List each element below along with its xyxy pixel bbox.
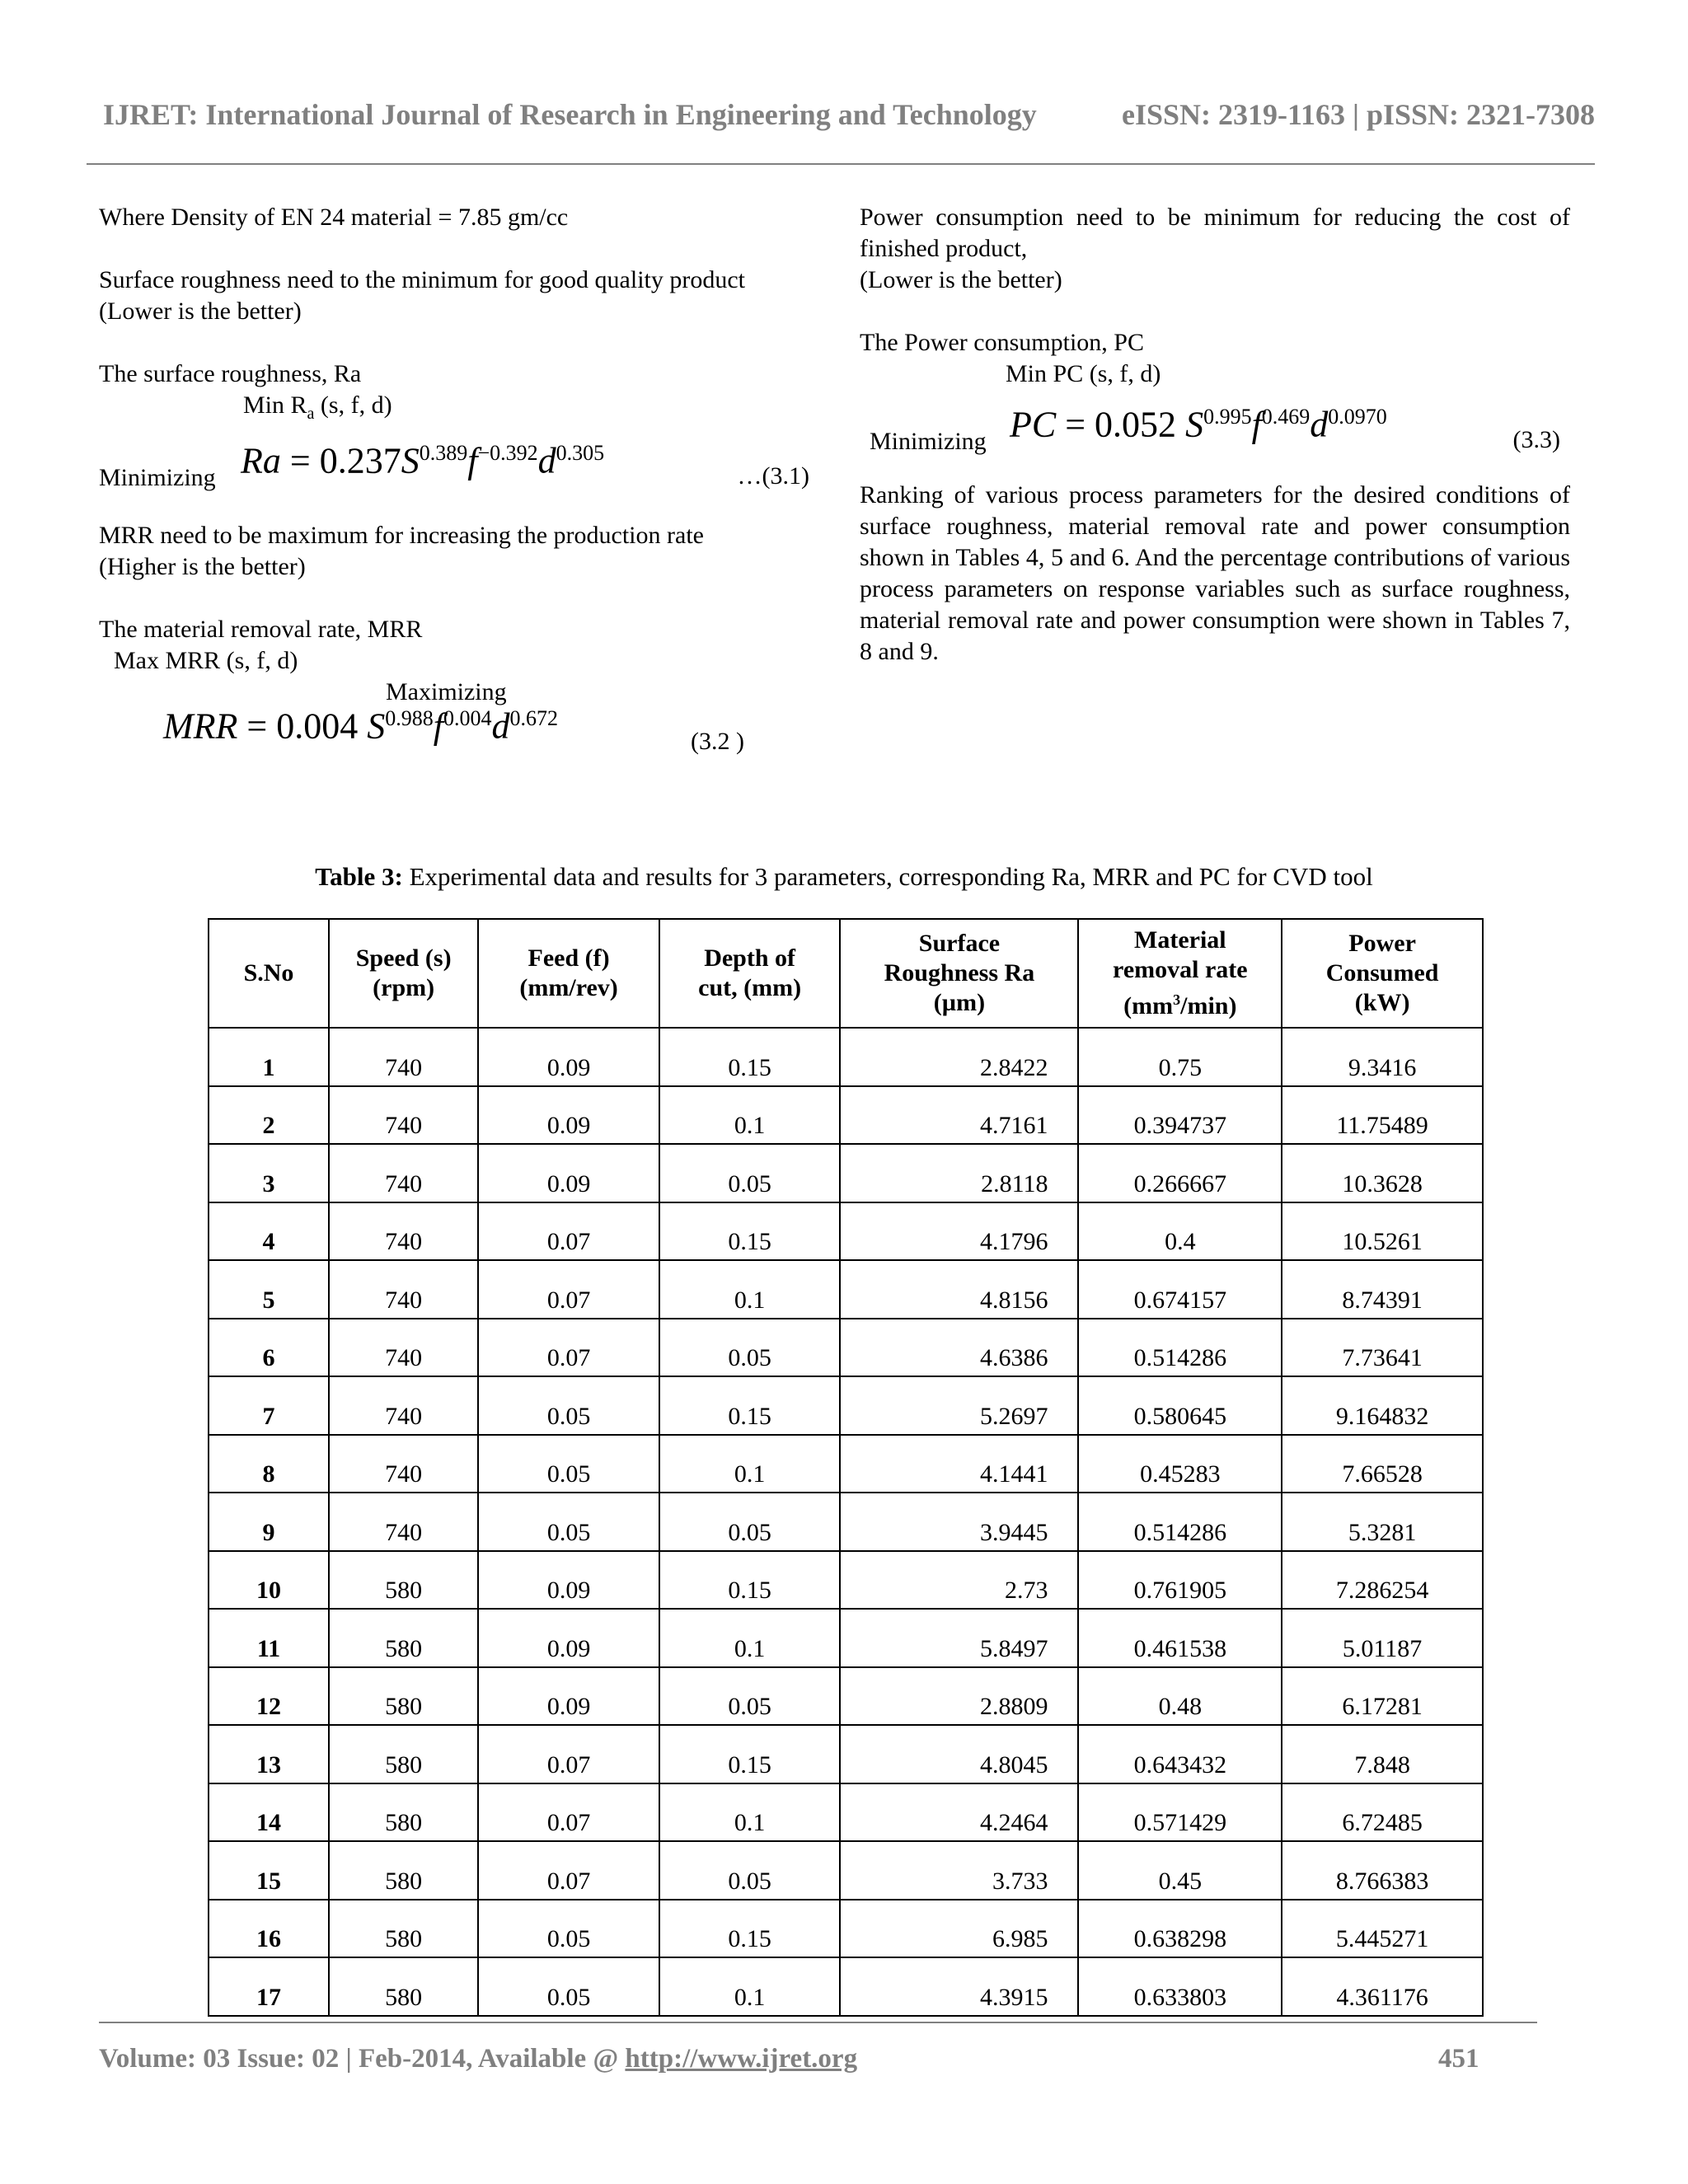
lower-better-text-2: (Lower is the better) xyxy=(860,266,1062,293)
cell-speed: 740 xyxy=(329,1260,478,1319)
cell-mrr: 0.580645 xyxy=(1078,1376,1282,1435)
cell-speed: 580 xyxy=(329,1609,478,1667)
cell-speed: 580 xyxy=(329,1841,478,1900)
min-ra-text: Min $R_a$ (s, f, d) xyxy=(243,391,392,423)
mrr-formula: MRR = 0.004 $S^{0.988}f^{0.004}d^{0.672}$ xyxy=(163,705,558,747)
cell-sno: 9 xyxy=(209,1493,329,1551)
col-header-roughness: Surface Roughness Ra (µm) xyxy=(840,919,1078,1028)
cell-sno: 11 xyxy=(209,1609,329,1667)
cell-feed: 0.09 xyxy=(478,1667,659,1726)
cell-sno: 2 xyxy=(209,1086,329,1145)
col-header-feed: Feed (f) (mm/rev) xyxy=(478,919,659,1028)
cell-sno: 4 xyxy=(209,1202,329,1261)
cell-feed: 0.07 xyxy=(478,1725,659,1783)
cell-speed: 740 xyxy=(329,1376,478,1435)
table-row xyxy=(209,1725,1483,1783)
cell-depth: 0.1 xyxy=(659,1609,841,1667)
cell-mrr: 0.633803 xyxy=(1078,1957,1282,2016)
equation-3-2 xyxy=(99,705,809,766)
table-row xyxy=(209,1493,1483,1551)
footer-volume-text: Volume: 03 Issue: 02 | Feb-2014, Available @ xyxy=(99,2044,619,2074)
cell-depth: 0.05 xyxy=(659,1144,841,1202)
table-row xyxy=(209,1609,1483,1667)
cell-power: 11.75489 xyxy=(1282,1086,1483,1145)
cell-sno: 13 xyxy=(209,1725,329,1783)
cell-speed: 740 xyxy=(329,1435,478,1493)
cell-sno: 17 xyxy=(209,1957,329,2016)
cell-sno: 12 xyxy=(209,1667,329,1726)
equation-3-1 xyxy=(99,440,809,495)
cell-roughness: 5.8497 xyxy=(840,1609,1078,1667)
col-header-sno: S.No xyxy=(209,919,329,1028)
experimental-data-table xyxy=(208,918,1484,2017)
table-caption-text: Experimental data and results for 3 parameters, corresponding Ra, MRR and PC for CVD tool xyxy=(409,862,1373,891)
cell-depth: 0.15 xyxy=(659,1900,841,1958)
mrr-label: The material removal rate, MRR xyxy=(99,616,423,643)
cell-roughness: 4.1441 xyxy=(840,1435,1078,1493)
cell-mrr: 0.75 xyxy=(1078,1028,1282,1086)
cell-power: 7.848 xyxy=(1282,1725,1483,1783)
cell-mrr: 0.514286 xyxy=(1078,1493,1282,1551)
cell-speed: 580 xyxy=(329,1551,478,1610)
cell-roughness: 4.6386 xyxy=(840,1319,1078,1377)
maximizing-label: Maximizing xyxy=(386,678,507,705)
cell-depth: 0.15 xyxy=(659,1551,841,1610)
cell-mrr: 0.45283 xyxy=(1078,1435,1282,1493)
header-rule xyxy=(87,163,1595,165)
cell-depth: 0.1 xyxy=(659,1957,841,2016)
cell-depth: 0.15 xyxy=(659,1376,841,1435)
cell-speed: 580 xyxy=(329,1783,478,1842)
cell-mrr: 0.266667 xyxy=(1078,1144,1282,1202)
cell-sno: 6 xyxy=(209,1319,329,1377)
cell-mrr: 0.674157 xyxy=(1078,1260,1282,1319)
cell-roughness: 4.1796 xyxy=(840,1202,1078,1261)
cell-speed: 580 xyxy=(329,1957,478,2016)
cell-feed: 0.09 xyxy=(478,1144,659,1202)
cell-speed: 740 xyxy=(329,1144,478,1202)
minimizing-label: Minimizing xyxy=(99,464,216,491)
table-row xyxy=(209,1551,1483,1610)
cell-feed: 0.05 xyxy=(478,1493,659,1551)
col-header-speed: Speed (s) (rpm) xyxy=(329,919,478,1028)
cell-power: 9.3416 xyxy=(1282,1028,1483,1086)
col-header-depth: Depth of cut, (mm) xyxy=(659,919,841,1028)
cell-roughness: 6.985 xyxy=(840,1900,1078,1958)
cell-speed: 580 xyxy=(329,1900,478,1958)
table-row xyxy=(209,1667,1483,1726)
footer-rule xyxy=(99,2022,1537,2023)
cell-depth: 0.1 xyxy=(659,1260,841,1319)
footer-volume xyxy=(99,2044,857,2074)
cell-power: 7.73641 xyxy=(1282,1319,1483,1377)
cell-roughness: 3.9445 xyxy=(840,1493,1078,1551)
cell-mrr: 0.461538 xyxy=(1078,1609,1282,1667)
cell-mrr: 0.571429 xyxy=(1078,1783,1282,1842)
cell-roughness: 3.733 xyxy=(840,1841,1078,1900)
cell-feed: 0.09 xyxy=(478,1028,659,1086)
table-row xyxy=(209,1376,1483,1435)
cell-speed: 580 xyxy=(329,1667,478,1726)
cell-mrr: 0.45 xyxy=(1078,1841,1282,1900)
cell-sno: 16 xyxy=(209,1900,329,1958)
cell-power: 7.66528 xyxy=(1282,1435,1483,1493)
cell-depth: 0.05 xyxy=(659,1667,841,1726)
pc-label: The Power consumption, PC xyxy=(860,329,1144,356)
roughness-label: The surface roughness, Ra xyxy=(99,360,362,387)
cell-feed: 0.05 xyxy=(478,1900,659,1958)
table-row xyxy=(209,1841,1483,1900)
page-number: 451 xyxy=(1438,2044,1479,2074)
cell-power: 7.286254 xyxy=(1282,1551,1483,1610)
cell-depth: 0.05 xyxy=(659,1319,841,1377)
pc-formula: PC = 0.052 $S^{0.995}f^{0.469}d^{0.0970}$ xyxy=(1010,404,1387,445)
table-header-row xyxy=(209,919,1483,1028)
cell-feed: 0.09 xyxy=(478,1551,659,1610)
cell-depth: 0.1 xyxy=(659,1435,841,1493)
cell-power: 8.74391 xyxy=(1282,1260,1483,1319)
cell-roughness: 2.8422 xyxy=(840,1028,1078,1086)
cell-mrr: 0.643432 xyxy=(1078,1725,1282,1783)
cell-speed: 580 xyxy=(329,1725,478,1783)
roughness-need-text: Surface roughness need to the minimum for good quality product xyxy=(99,266,745,293)
density-text: Where Density of EN 24 material = 7.85 gm/cc xyxy=(99,204,569,231)
table-caption-label: Table 3: xyxy=(315,862,403,891)
cell-roughness: 4.8156 xyxy=(840,1260,1078,1319)
cell-mrr: 0.4 xyxy=(1078,1202,1282,1261)
cell-sno: 3 xyxy=(209,1144,329,1202)
cell-depth: 0.05 xyxy=(659,1493,841,1551)
table-row xyxy=(209,1435,1483,1493)
cell-roughness: 5.2697 xyxy=(840,1376,1078,1435)
cell-power: 10.5261 xyxy=(1282,1202,1483,1261)
cell-sno: 15 xyxy=(209,1841,329,1900)
cell-power: 10.3628 xyxy=(1282,1144,1483,1202)
cell-feed: 0.09 xyxy=(478,1086,659,1145)
cell-feed: 0.07 xyxy=(478,1841,659,1900)
table-row xyxy=(209,1202,1483,1261)
cell-power: 6.17281 xyxy=(1282,1667,1483,1726)
cell-depth: 0.15 xyxy=(659,1202,841,1261)
cell-sno: 1 xyxy=(209,1028,329,1086)
table-row xyxy=(209,1144,1483,1202)
cell-mrr: 0.761905 xyxy=(1078,1551,1282,1610)
table-body xyxy=(209,1028,1483,2016)
table-row xyxy=(209,1260,1483,1319)
cell-speed: 740 xyxy=(329,1086,478,1145)
power-need-text: Power consumption need to be minimum for reducing the cost of finished product, xyxy=(860,204,1570,262)
cell-depth: 0.05 xyxy=(659,1841,841,1900)
minimizing-label-3: Minimizing xyxy=(870,428,987,455)
cell-power: 5.3281 xyxy=(1282,1493,1483,1551)
col-header-power: Power Consumed (kW) xyxy=(1282,919,1483,1028)
cell-mrr: 0.514286 xyxy=(1078,1319,1282,1377)
cell-speed: 740 xyxy=(329,1319,478,1377)
cell-power: 5.01187 xyxy=(1282,1609,1483,1667)
cell-feed: 0.07 xyxy=(478,1202,659,1261)
cell-roughness: 4.3915 xyxy=(840,1957,1078,2016)
table-row xyxy=(209,1319,1483,1377)
cell-sno: 7 xyxy=(209,1376,329,1435)
cell-roughness: 4.2464 xyxy=(840,1783,1078,1842)
cell-sno: 10 xyxy=(209,1551,329,1610)
cell-power: 6.72485 xyxy=(1282,1783,1483,1842)
journal-title: IJRET: International Journal of Research in Engineering and Technology xyxy=(103,98,1037,131)
cell-roughness: 2.8118 xyxy=(840,1144,1078,1202)
cell-depth: 0.1 xyxy=(659,1783,841,1842)
cell-feed: 0.05 xyxy=(478,1957,659,2016)
cell-depth: 0.15 xyxy=(659,1725,841,1783)
cell-mrr: 0.638298 xyxy=(1078,1900,1282,1958)
table-row xyxy=(209,1086,1483,1145)
cell-sno: 8 xyxy=(209,1435,329,1493)
max-mrr-text: Max MRR (s, f, d) xyxy=(114,647,298,674)
cell-speed: 740 xyxy=(329,1202,478,1261)
cell-speed: 740 xyxy=(329,1493,478,1551)
table-row xyxy=(209,1957,1483,2016)
cell-speed: 740 xyxy=(329,1028,478,1086)
cell-depth: 0.1 xyxy=(659,1086,841,1145)
cell-mrr: 0.48 xyxy=(1078,1667,1282,1726)
table-caption xyxy=(0,862,1688,892)
cell-sno: 14 xyxy=(209,1783,329,1842)
ranking-paragraph: Ranking of various process parameters for the desired conditions of surface roughness, material removal rate and power consumption shown in Tables 4, 5 and 6. And the percentage contributions of various process parameters on response variables such as surface roughness, material removal rate and power consumption were shown in Tables 7, 8 and 9. xyxy=(860,481,1570,665)
table-row xyxy=(209,1028,1483,1086)
cell-feed: 0.07 xyxy=(478,1783,659,1842)
right-column xyxy=(860,202,1570,668)
journal-link[interactable]: http://www.ijret.org xyxy=(625,2044,858,2074)
mrr-need-text: MRR need to be maximum for increasing the production rate xyxy=(99,522,704,549)
min-pc-text: Min PC (s, f, d) xyxy=(1006,360,1161,387)
cell-roughness: 2.73 xyxy=(840,1551,1078,1610)
equation-number-3-3: (3.3) xyxy=(1512,426,1560,453)
cell-depth: 0.15 xyxy=(659,1028,841,1086)
cell-roughness: 2.8809 xyxy=(840,1667,1078,1726)
lower-better-text: (Lower is the better) xyxy=(99,298,302,325)
cell-feed: 0.07 xyxy=(478,1260,659,1319)
cell-feed: 0.07 xyxy=(478,1319,659,1377)
cell-roughness: 4.7161 xyxy=(840,1086,1078,1145)
cell-power: 8.766383 xyxy=(1282,1841,1483,1900)
cell-feed: 0.05 xyxy=(478,1376,659,1435)
table-row xyxy=(209,1783,1483,1842)
cell-sno: 5 xyxy=(209,1260,329,1319)
cell-roughness: 4.8045 xyxy=(840,1725,1078,1783)
cell-power: 4.361176 xyxy=(1282,1957,1483,2016)
ra-formula: $Ra = 0.237S^{0.389}f^{-0.392}d^{0.305}$ xyxy=(241,440,605,481)
left-column xyxy=(99,202,809,766)
cell-feed: 0.09 xyxy=(478,1609,659,1667)
cell-feed: 0.05 xyxy=(478,1435,659,1493)
table-row xyxy=(209,1900,1483,1958)
equation-number-3-2: (3.2 ) xyxy=(691,728,744,755)
cell-power: 9.164832 xyxy=(1282,1376,1483,1435)
cell-power: 5.445271 xyxy=(1282,1900,1483,1958)
higher-better-text: (Higher is the better) xyxy=(99,553,306,580)
equation-3-3 xyxy=(860,404,1570,459)
col-header-mrr: Material removal rate $(mm^3/\min)$ xyxy=(1078,919,1282,1028)
issn-text: eISSN: 2319-1163 | pISSN: 2321-7308 xyxy=(1122,98,1595,131)
cell-mrr: 0.394737 xyxy=(1078,1086,1282,1145)
equation-number-3-1: …(3.1) xyxy=(737,462,809,490)
